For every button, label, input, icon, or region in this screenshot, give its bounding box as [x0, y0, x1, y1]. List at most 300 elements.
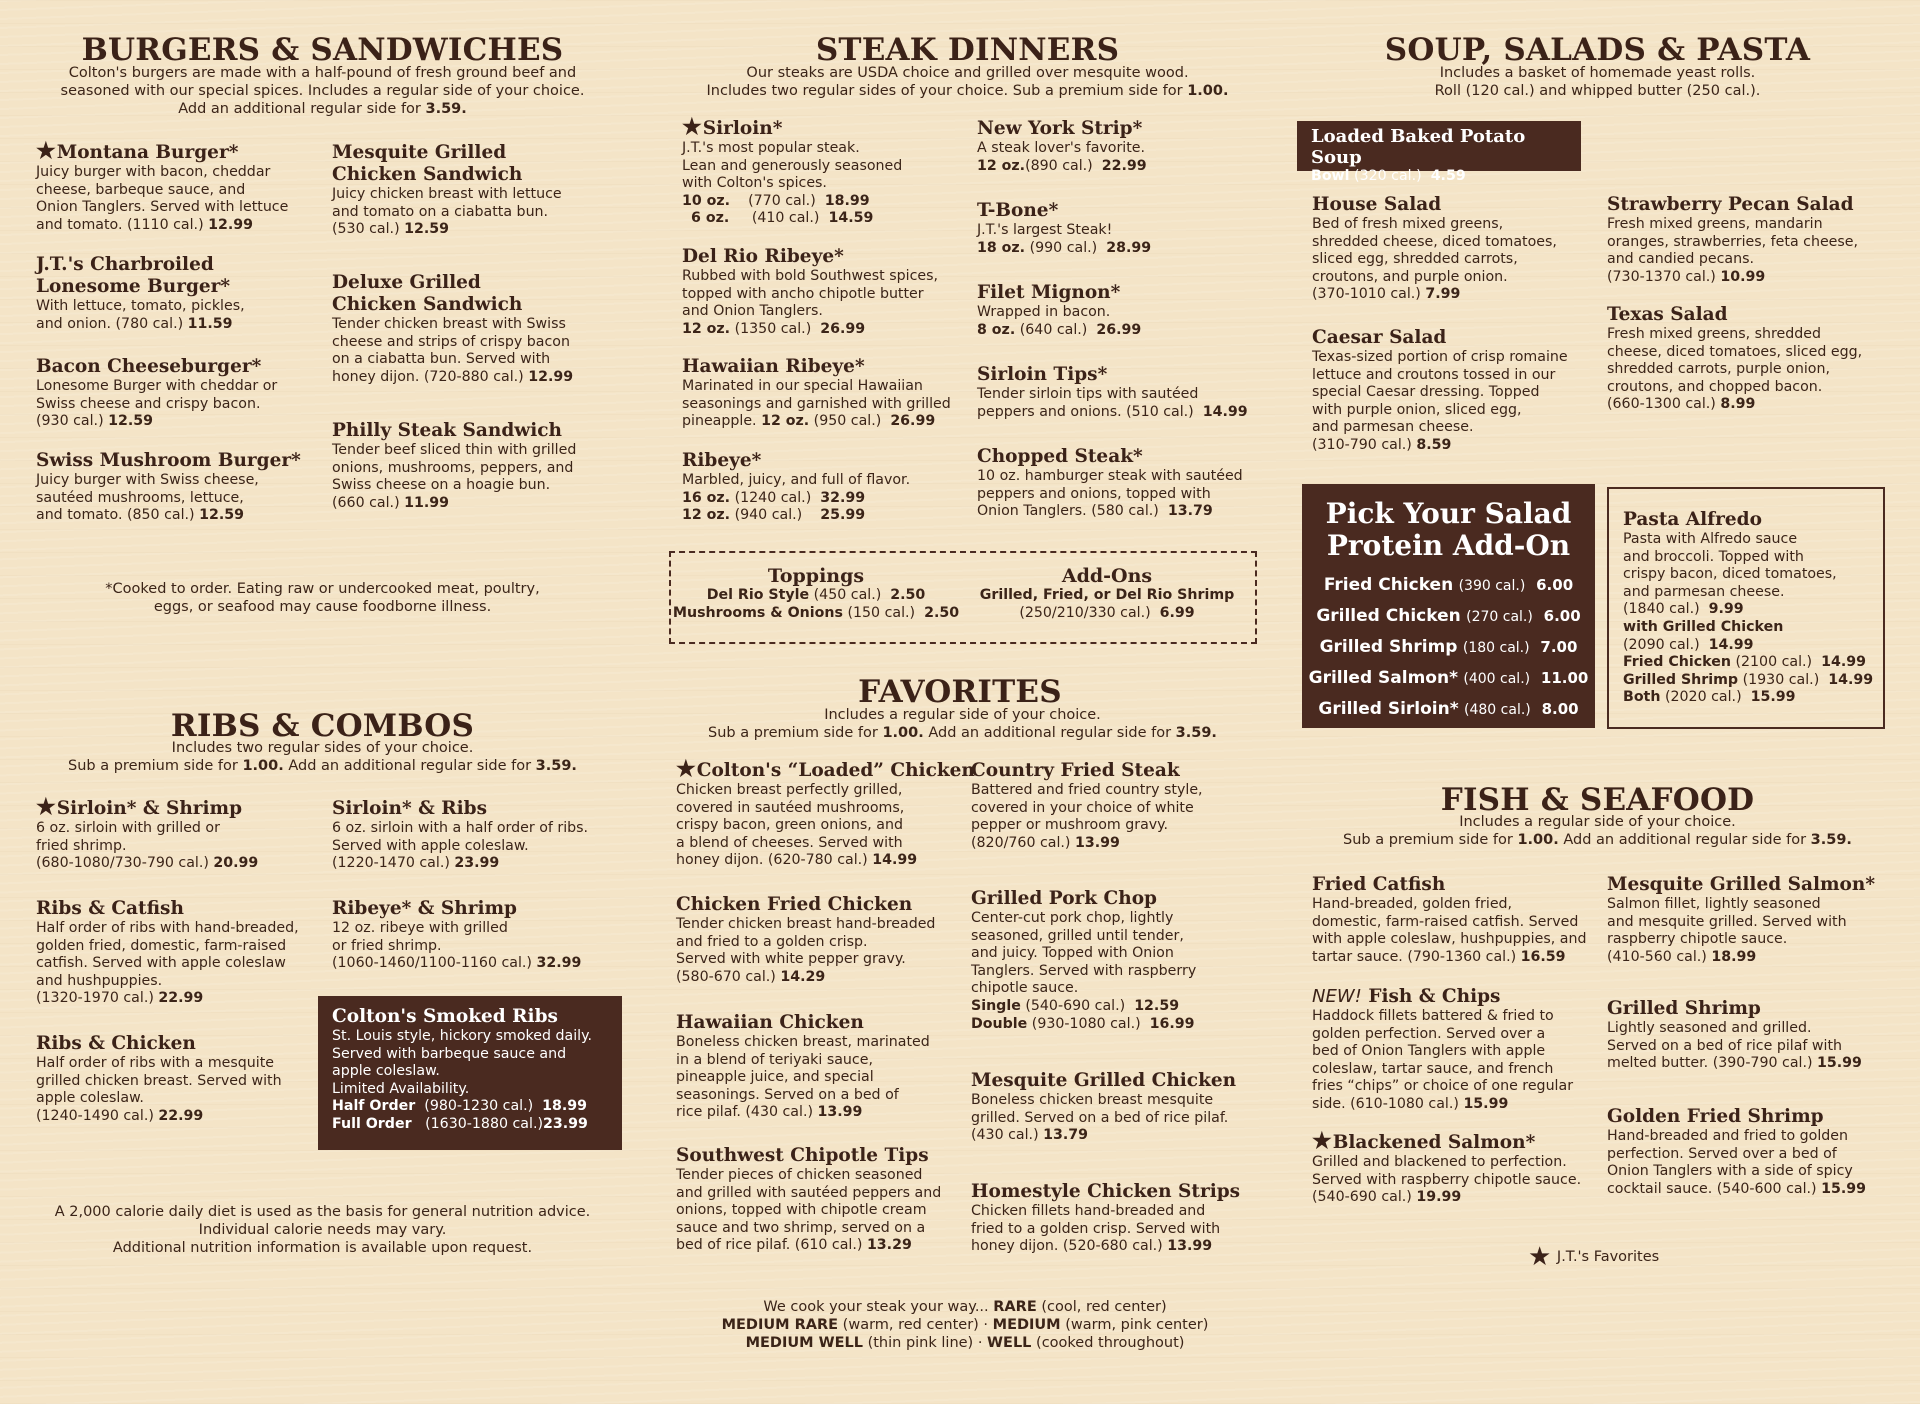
topping-row: Mushrooms & Onions (150 cal.) 2.50 [672, 604, 960, 621]
item-price: 13.99 [817, 1104, 863, 1121]
size-price-row: 6 oz. (410 cal.) 14.59 [691, 210, 874, 227]
item-description: or fried shrimp. [332, 937, 442, 954]
item-description: Swiss cheese and crispy bacon. [36, 395, 261, 412]
item-description: and juicy. Topped with Onion [971, 945, 1174, 962]
menu-item-country-fried-steak [971, 760, 1271, 852]
burgers-desc-line: seasoned with our special spices. Includes a regular side of your choice. [60, 83, 585, 99]
favorites-section-title: FAVORITES [858, 674, 1062, 710]
menu-item-ribs-chicken [36, 1033, 326, 1125]
item-price: 18.99 [1711, 948, 1757, 965]
item-description: 10 oz. hamburger steak with sautéed [977, 468, 1243, 484]
menu-item-sirloin-tips [977, 364, 1277, 421]
protein-addon-row: Grilled Shrimp (180 cal.) 7.00 [1319, 637, 1578, 657]
menu-item-sirloin [682, 116, 972, 228]
item-description: peppers and onions. (510 cal.) [977, 403, 1194, 420]
fish-section-title: FISH & SEAFOOD [1440, 782, 1755, 818]
item-description: Served with barbeque sauce and [332, 1045, 567, 1062]
item-name: Chicken Sandwich [332, 294, 523, 315]
menu-item-hawaiian-chicken [676, 1012, 976, 1122]
size-price-row: Both (2020 cal.) 15.99 [1623, 689, 1796, 706]
item-description: cheese, barbeque sauce, and [36, 181, 246, 198]
item-description: catfish. Served with apple coleslaw [36, 955, 286, 972]
menu-item-sirloin-shrimp [36, 796, 326, 873]
item-price: 8.59 [1416, 436, 1452, 453]
menu-item-caesar-salad [1312, 327, 1602, 455]
item-description: and onion. (780 cal.) [36, 315, 184, 332]
addon-row: (250/210/330 cal.) 6.99 [1019, 604, 1195, 621]
full-order-row: Full Order (1630-1880 cal.)23.99 [332, 1115, 588, 1132]
item-description: a blend of cheeses. Served with [676, 834, 903, 851]
menu-item-loaded-chicken [676, 758, 976, 870]
item-name: Fried Catfish [1312, 874, 1446, 895]
item-description: Grilled and blackened to perfection. [1312, 1154, 1567, 1170]
item-description: (1220-1470 cal.) [332, 855, 450, 872]
item-description: fried to a golden crisp. Served with [971, 1220, 1221, 1237]
menu-item-grilled-pork-chop [971, 888, 1271, 1033]
item-description: Rubbed with bold Southwest spices, [682, 268, 939, 284]
item-description: (370-1010 cal.) [1312, 286, 1421, 303]
item-description: croutons, and chopped bacon. [1607, 378, 1823, 395]
item-description: honey dijon. (720-880 cal.) [332, 368, 524, 385]
burgers-section-title: BURGERS & SANDWICHES [81, 32, 564, 68]
toppings-panel [671, 565, 961, 622]
item-name: Grilled Pork Chop [971, 888, 1157, 909]
menu-item-texas-salad [1607, 304, 1897, 414]
item-name: Chicken Sandwich [332, 164, 523, 185]
item-description: (930 cal.) [36, 413, 104, 430]
item-name: Chicken Fried Chicken [676, 894, 913, 915]
item-price: 22.99 [158, 990, 204, 1007]
item-name: Bacon Cheeseburger* [36, 356, 262, 377]
addons-panel [961, 565, 1253, 622]
item-description: bed of Onion Tanglers with apple [1312, 1043, 1546, 1060]
favorite-star-icon: ★ [1312, 1128, 1332, 1154]
menu-item-mesquite-chicken-sandwich [332, 142, 622, 239]
item-name: Chopped Steak* [977, 446, 1143, 467]
menu-item-ribeye [682, 450, 982, 525]
item-description: and tomato. (1110 cal.) [36, 216, 204, 233]
item-price: 19.99 [1416, 1189, 1462, 1206]
item-description: Served with white pepper gravy. [676, 951, 906, 968]
item-description: and parmesan cheese. [1623, 583, 1785, 600]
item-description: golden fried, domestic, farm-raised [36, 937, 287, 954]
size-price-row: Bowl (320 cal.) 4.59 [1311, 168, 1466, 184]
item-price: 12.99 [208, 216, 254, 233]
item-description: Swiss cheese on a hoagie bun. [332, 477, 551, 494]
item-description: Hand-breaded, golden fried, [1312, 896, 1513, 912]
protein-addon-row: Grilled Chicken (270 cal.) 6.00 [1316, 606, 1581, 626]
item-name: Sirloin* [702, 118, 783, 139]
item-description: (540-690 cal.) [1312, 1189, 1412, 1206]
item-description: melted butter. (390-790 cal.) [1607, 1055, 1813, 1072]
item-price: 12.59 [199, 507, 244, 524]
size-price-row: 12 oz.(890 cal.) 22.99 [977, 157, 1147, 174]
item-description: special Caesar dressing. Topped [1312, 384, 1540, 401]
item-description: covered in sautéed mushrooms, [676, 799, 905, 816]
menu-item-homestyle-chicken-strips [971, 1181, 1271, 1256]
item-price: 14.99 [872, 852, 918, 869]
item-description: Bed of fresh mixed greens, [1312, 216, 1504, 232]
item-description: Chicken breast perfectly grilled, [676, 782, 903, 798]
item-description: Juicy burger with Swiss cheese, [36, 472, 259, 488]
item-price: 8.99 [1720, 396, 1756, 413]
item-name: New York Strip* [977, 118, 1143, 139]
item-description: apple coleslaw. [36, 1090, 144, 1107]
item-price: 12.99 [528, 368, 574, 385]
favorite-star-icon: ★ [36, 794, 56, 820]
item-description: Battered and fried country style, [971, 782, 1203, 798]
menu-item-house-salad [1312, 194, 1602, 304]
item-description: and hushpuppies. [36, 972, 163, 989]
item-description: Hand-breaded and fried to golden [1607, 1128, 1849, 1144]
item-description: seasoned, grilled until tender, [971, 927, 1184, 944]
item-name: T-Bone* [977, 200, 1059, 221]
item-description: Haddock fillets battered & fried to [1312, 1008, 1554, 1024]
item-description: Marinated in our special Hawaiian [682, 378, 923, 394]
menu-item-philly-steak-sandwich [332, 420, 622, 512]
item-description: (660-1300 cal.) [1607, 396, 1716, 413]
item-description: onions, topped with chipotle cream [676, 1202, 927, 1219]
item-name: Strawberry Pecan Salad [1607, 194, 1854, 215]
item-price: 16.59 [1520, 948, 1566, 965]
item-description: (1060-1460/1100-1160 cal.) [332, 955, 532, 972]
item-description: honey dijon. (620-780 cal.) [676, 852, 868, 869]
item-description: oranges, strawberries, feta cheese, [1607, 233, 1859, 250]
item-name: Sirloin* & Shrimp [56, 798, 243, 819]
item-price: 15.99 [1821, 1180, 1866, 1197]
item-description: bed of rice pilaf. (610 cal.) [676, 1237, 863, 1254]
item-description: sauce and two shrimp, served on a [676, 1219, 926, 1236]
item-description: and tomato. (850 cal.) [36, 507, 195, 524]
item-description: pineapple juice, and special [676, 1069, 874, 1086]
item-name: Texas Salad [1607, 304, 1728, 325]
item-name: Pasta Alfredo [1623, 509, 1762, 530]
nutrition-disclaimer: A 2,000 calorie daily diet is used as the basis for general nutrition advice. Individual calorie needs may vary. Additional nutrition information is available upon request. [54, 1204, 591, 1256]
item-description: pepper or mushroom gravy. [971, 817, 1169, 834]
item-name: Filet Mignon* [977, 282, 1121, 303]
item-description: crispy bacon, green onions, and [676, 817, 903, 834]
item-price: 10.99 [1720, 268, 1766, 285]
item-description: cheese, diced tomatoes, sliced egg, [1607, 343, 1863, 360]
favorite-star-icon: ★ [682, 114, 702, 140]
item-description: Lightly seasoned and grilled. [1607, 1020, 1812, 1036]
item-description: with Colton's spices. [682, 175, 827, 192]
item-description: crispy bacon, diced tomatoes, [1623, 566, 1837, 583]
menu-item-mesquite-grilled-chicken [971, 1070, 1271, 1145]
toppings-addons-box [669, 551, 1257, 644]
item-price: 15.99 [1817, 1055, 1862, 1072]
favorite-star-icon: ★ [676, 756, 696, 782]
menu-item-chopped-steak [977, 446, 1277, 521]
toppings-title: Toppings [767, 565, 865, 587]
size-price-row: Single (540-690 cal.) 12.59 [971, 997, 1180, 1014]
item-description: Chicken fillets hand-breaded and [971, 1203, 1206, 1219]
item-price: 22.99 [158, 1107, 204, 1124]
item-description: Onion Tanglers. Served with lettuce [36, 199, 289, 216]
protein-addon-title: Pick Your Salad Protein Add-On [1325, 497, 1572, 562]
item-description: Wrapped in bacon. [977, 304, 1111, 320]
item-description: peppers and onions, topped with [977, 485, 1211, 502]
steak-section-title: STEAK DINNERS [815, 32, 1120, 68]
item-price: 13.29 [866, 1237, 912, 1254]
new-badge: NEW! [1312, 986, 1362, 1007]
pasta-alfredo-box [1607, 487, 1885, 729]
item-description: onions, mushrooms, peppers, and [332, 459, 574, 476]
item-price: 20.99 [213, 855, 259, 872]
item-description: domestic, farm-raised catfish. Served [1312, 913, 1579, 930]
item-description: (430 cal.) [971, 1127, 1039, 1144]
item-description: St. Louis style, hickory smoked daily. [332, 1028, 592, 1044]
menu-item-fish-and-chips [1312, 986, 1612, 1114]
menu-item-deluxe-chicken-sandwich [332, 272, 622, 386]
item-name: Hawaiian Chicken [676, 1012, 864, 1033]
item-description: fried shrimp. [36, 837, 127, 854]
item-name: Deluxe Grilled [332, 272, 481, 293]
protein-addon-row: Fried Chicken (390 cal.) 6.00 [1323, 575, 1574, 595]
item-description: Boneless chicken breast mesquite [971, 1092, 1214, 1108]
size-price-row: 16 oz. (1240 cal.) 32.99 [682, 489, 866, 506]
menu-item-filet-mignon [977, 282, 1267, 339]
steak-section-description: Our steaks are USDA choice and grilled over mesquite wood. Includes two regular sides of your choice. Sub a premium side for 1.00. [706, 65, 1229, 99]
item-price: 13.79 [1043, 1127, 1089, 1144]
item-price: 13.99 [1074, 834, 1120, 851]
item-description: J.T.'s largest Steak! [977, 222, 1113, 238]
item-description: seasonings and garnished with grilled [682, 395, 951, 412]
topping-row: Del Rio Style (450 cal.) 2.50 [706, 587, 926, 603]
item-name: House Salad [1312, 194, 1442, 215]
item-description: 6 oz. sirloin with a half order of ribs. [332, 820, 589, 836]
item-description: rice pilaf. (430 cal.) [676, 1104, 813, 1121]
item-name: Blackened Salmon* [1332, 1132, 1536, 1153]
item-description: golden perfection. Served over a [1312, 1025, 1546, 1042]
item-description: grilled chicken breast. Served with [36, 1072, 282, 1089]
addon-row: Grilled, Fried, or Del Rio Shrimp [979, 587, 1235, 603]
item-description: and parmesan cheese. [1312, 419, 1474, 436]
item-description: chipotle sauce. [971, 980, 1079, 997]
item-description: and broccoli. Topped with [1623, 548, 1804, 565]
item-description: topped with ancho chipotle butter [682, 285, 924, 302]
item-price: 13.79 [1167, 503, 1213, 520]
item-price: 13.99 [1167, 1238, 1213, 1255]
menu-item-fried-catfish [1312, 874, 1612, 966]
item-description: shredded carrots, purple onion, [1607, 361, 1830, 378]
item-description: Limited Availability. [332, 1080, 470, 1097]
item-description: fries “chips” or choice of one regular [1312, 1078, 1574, 1095]
item-price: 32.99 [536, 955, 582, 972]
half-order-row: Half Order (980-1230 cal.) 18.99 [332, 1098, 588, 1115]
item-price: 12.59 [404, 221, 450, 238]
protein-addon-row: Grilled Sirloin* (480 cal.) 8.00 [1318, 699, 1579, 719]
item-description: tartar sauce. (790-1360 cal.) [1312, 948, 1517, 965]
menu-item-chicken-fried-chicken [676, 894, 976, 986]
item-description: With lettuce, tomato, pickles, [36, 298, 245, 314]
item-price: 23.99 [454, 855, 500, 872]
favorite-star-icon: ★ [36, 138, 56, 164]
item-description: Served with apple coleslaw. [332, 837, 529, 854]
item-price: 12.59 [108, 413, 154, 430]
item-name: Sirloin Tips* [977, 364, 1108, 385]
item-description: Marbled, juicy, and full of flavor. [682, 472, 911, 488]
menu-item-ribeye-shrimp [332, 898, 632, 973]
item-description: lettuce and croutons tossed in our [1312, 366, 1556, 383]
menu-item-grilled-shrimp [1607, 998, 1907, 1073]
fish-section-description: Includes a regular side of your choice. Sub a premium side for 1.00. Add an additional regular side for 3.59. [1343, 814, 1852, 848]
item-name: Mesquite Grilled Chicken [971, 1070, 1237, 1091]
item-description: (730-1370 cal.) [1607, 268, 1716, 285]
item-description: Tender beef sliced thin with grilled [332, 442, 577, 458]
item-price: 11.99 [404, 494, 450, 511]
protein-addon-row: Grilled Salmon* (400 cal.) 11.00 [1308, 668, 1589, 688]
cooked-to-order-footnote: *Cooked to order. Eating raw or undercooked meat, poultry, eggs, or seafood may cause foodborne illness. [105, 581, 540, 615]
item-description: Tender pieces of chicken seasoned [676, 1167, 923, 1183]
menu-item-golden-fried-shrimp [1607, 1106, 1917, 1198]
item-name: Ribeye* & Shrimp [332, 898, 517, 919]
soup-section-description: Includes a basket of homemade yeast rolls. Roll (120 cal.) and whipped butter (250 cal.). [1434, 65, 1761, 99]
item-description: Salmon fillet, lightly seasoned [1607, 896, 1821, 912]
item-name: Golden Fried Shrimp [1607, 1106, 1824, 1127]
item-description: grilled. Served on a bed of rice pilaf. [971, 1109, 1229, 1126]
favorite-star-icon: ★ [1528, 1242, 1552, 1272]
item-description: (410-560 cal.) [1607, 948, 1707, 965]
item-description: with apple coleslaw, hushpuppies, and [1312, 931, 1587, 948]
menu-item-strawberry-pecan-salad [1607, 194, 1897, 286]
item-description: on a ciabatta bun. Served with [332, 351, 551, 368]
size-price-row: 10 oz. (770 cal.) 18.99 [682, 192, 870, 209]
item-description: shredded cheese, diced tomatoes, [1312, 233, 1557, 250]
favorites-section-description: Includes a regular side of your choice. Sub a premium side for 1.00. Add an additional regular side for 3.59. [708, 707, 1217, 741]
item-description: Onion Tanglers. (580 cal.) [977, 503, 1159, 520]
item-description: (530 cal.) [332, 221, 400, 238]
item-description: perfection. Served over a bed of [1607, 1145, 1837, 1162]
menu-item-mesquite-grilled-salmon [1607, 874, 1907, 966]
item-description: Half order of ribs with hand-breaded, [36, 920, 299, 936]
item-description: Center-cut pork chop, lightly [971, 910, 1174, 926]
item-description: Fresh mixed greens, shredded [1607, 326, 1822, 342]
item-name: Ribeye* [682, 450, 762, 471]
item-description: sliced egg, shredded carrots, [1312, 251, 1518, 268]
item-description: sautéed mushrooms, lettuce, [36, 489, 244, 506]
item-description: (1240-1490 cal.) [36, 1107, 154, 1124]
item-description: (660 cal.) [332, 494, 400, 511]
item-description: seasonings. Served on a bed of [676, 1086, 899, 1103]
soup-section-title: SOUP, SALADS & PASTA [1384, 32, 1811, 68]
item-description: cheese and strips of crispy bacon [332, 333, 570, 350]
addons-title: Add-Ons [1061, 565, 1153, 587]
ribs-section-description: Includes two regular sides of your choice. Sub a premium side for 1.00. Add an additional regular side for 3.59. [68, 740, 577, 774]
item-description: Pasta with Alfredo sauce [1623, 531, 1798, 547]
burgers-section-description [40, 64, 605, 118]
item-description: croutons, and purple onion. [1312, 268, 1508, 285]
item-description: Lean and generously seasoned [682, 157, 903, 174]
item-name: Southwest Chipotle Tips [676, 1145, 929, 1166]
item-name: Grilled Shrimp [1607, 998, 1761, 1019]
item-description: A steak lover's favorite. [977, 140, 1146, 156]
pasta-addon-heading: with Grilled Chicken [1623, 618, 1784, 635]
item-description: Tanglers. Served with raspberry [971, 962, 1197, 979]
item-price: 14.99 [1202, 403, 1248, 420]
item-description: (820/760 cal.) [971, 834, 1071, 851]
item-description: coleslaw, tartar sauce, and french [1312, 1060, 1554, 1077]
item-name: Del Rio Ribeye* [682, 246, 844, 267]
item-name: Sirloin* & Ribs [332, 798, 487, 819]
item-description: (1320-1970 cal.) [36, 990, 154, 1007]
item-description: Onion Tanglers with a side of spicy [1607, 1163, 1853, 1180]
menu-item-new-york-strip [977, 118, 1267, 175]
item-description: Tender chicken breast hand-breaded [676, 916, 936, 932]
size-price-row: 12 oz. (940 cal.) 25.99 [682, 507, 866, 524]
legend-label: J.T.'s Favorites [1556, 1249, 1660, 1265]
item-description: and grilled with sautéed peppers and [676, 1184, 942, 1201]
item-description: Texas-sized portion of crisp romaine [1312, 349, 1568, 365]
size-price-row: Fried Chicken (2100 cal.) 14.99 [1623, 654, 1867, 671]
item-description: honey dijon. (520-680 cal.) [971, 1238, 1163, 1255]
item-description: Served on a bed of rice pilaf with [1607, 1037, 1843, 1054]
item-name: Colton's “Loaded” Chicken [696, 760, 975, 781]
steak-doneness-guide: We cook your steak your way... RARE (cool, red center) MEDIUM RARE (warm, red center) · MEDIUM (warm, pink center) MEDIUM WELL (thin pink line) · WELL (cooked throughout) [721, 1299, 1209, 1351]
item-name: Ribs & Chicken [36, 1033, 196, 1054]
item-name: Loaded Baked Potato Soup [1311, 126, 1526, 168]
item-price: 15.99 [1463, 1095, 1509, 1112]
item-description: 6 oz. sirloin with grilled or [36, 820, 220, 836]
size-price-row: (1840 cal.) 9.99 [1623, 601, 1744, 618]
item-description: and Onion Tanglers. [682, 303, 823, 320]
item-description: Lonesome Burger with cheddar or [36, 378, 278, 394]
item-name: Mesquite Grilled [332, 142, 507, 163]
item-name: Homestyle Chicken Strips [971, 1181, 1241, 1202]
item-description: covered in your choice of white [971, 799, 1194, 816]
item-description: and fried to a golden crisp. [676, 933, 868, 950]
size-price-row: Double (930-1080 cal.) 16.99 [971, 1015, 1195, 1032]
menu-item-hawaiian-ribeye [682, 356, 982, 431]
salad-protein-addon-callout [1302, 484, 1595, 728]
menu-item-montana-burger [36, 140, 326, 234]
size-price-row: 8 oz. (640 cal.) 26.99 [977, 321, 1142, 338]
menu-item-bacon-cheeseburger [36, 356, 326, 431]
item-description: cocktail sauce. (540-600 cal.) [1607, 1180, 1817, 1197]
item-price: 7.99 [1425, 286, 1461, 303]
item-description: side. (610-1080 cal.) [1312, 1095, 1459, 1112]
item-description: Tender chicken breast with Swiss [332, 316, 566, 332]
item-description: (310-790 cal.) [1312, 436, 1412, 453]
item-price: 11.59 [187, 315, 233, 332]
item-name: Ribs & Catfish [36, 898, 184, 919]
item-name: Hawaiian Ribeye* [682, 356, 865, 377]
item-description: in a blend of teriyaki sauce, [676, 1051, 873, 1068]
menu-item-ribs-catfish [36, 898, 326, 1008]
size-price-row: 12 oz. (1350 cal.) 26.99 [682, 320, 866, 337]
item-name: Swiss Mushroom Burger* [36, 450, 301, 471]
item-description: Tender sirloin tips with sautéed [977, 386, 1199, 402]
item-description: Fresh mixed greens, mandarin [1607, 216, 1823, 232]
size-price-row: pineapple. 12 oz. (950 cal.) 26.99 [682, 413, 936, 430]
item-description: Boneless chicken breast, marinated [676, 1034, 930, 1050]
item-name: Philly Steak Sandwich [332, 420, 562, 441]
item-description: (680-1080/730-790 cal.) [36, 855, 209, 872]
item-description: and candied pecans. [1607, 251, 1755, 268]
item-description: Juicy burger with bacon, cheddar [36, 164, 271, 180]
item-description: and tomato on a ciabatta bun. [332, 203, 549, 220]
item-description: raspberry chipotle sauce. [1607, 931, 1788, 948]
burgers-desc-line: Colton's burgers are made with a half-pound of fresh ground beef and [68, 65, 577, 81]
item-description: (580-670 cal.) [676, 968, 776, 985]
menu-item-blackened-salmon [1312, 1130, 1612, 1207]
item-description: with purple onion, sliced egg, [1312, 401, 1522, 418]
burgers-desc-line: Add an additional regular side for 3.59. [178, 101, 467, 117]
item-description: Half order of ribs with a mesquite [36, 1055, 275, 1071]
item-name: Country Fried Steak [971, 760, 1180, 781]
loaded-potato-soup-callout [1297, 121, 1581, 184]
size-price-row: Grilled Shrimp (1930 cal.) 14.99 [1623, 671, 1874, 688]
